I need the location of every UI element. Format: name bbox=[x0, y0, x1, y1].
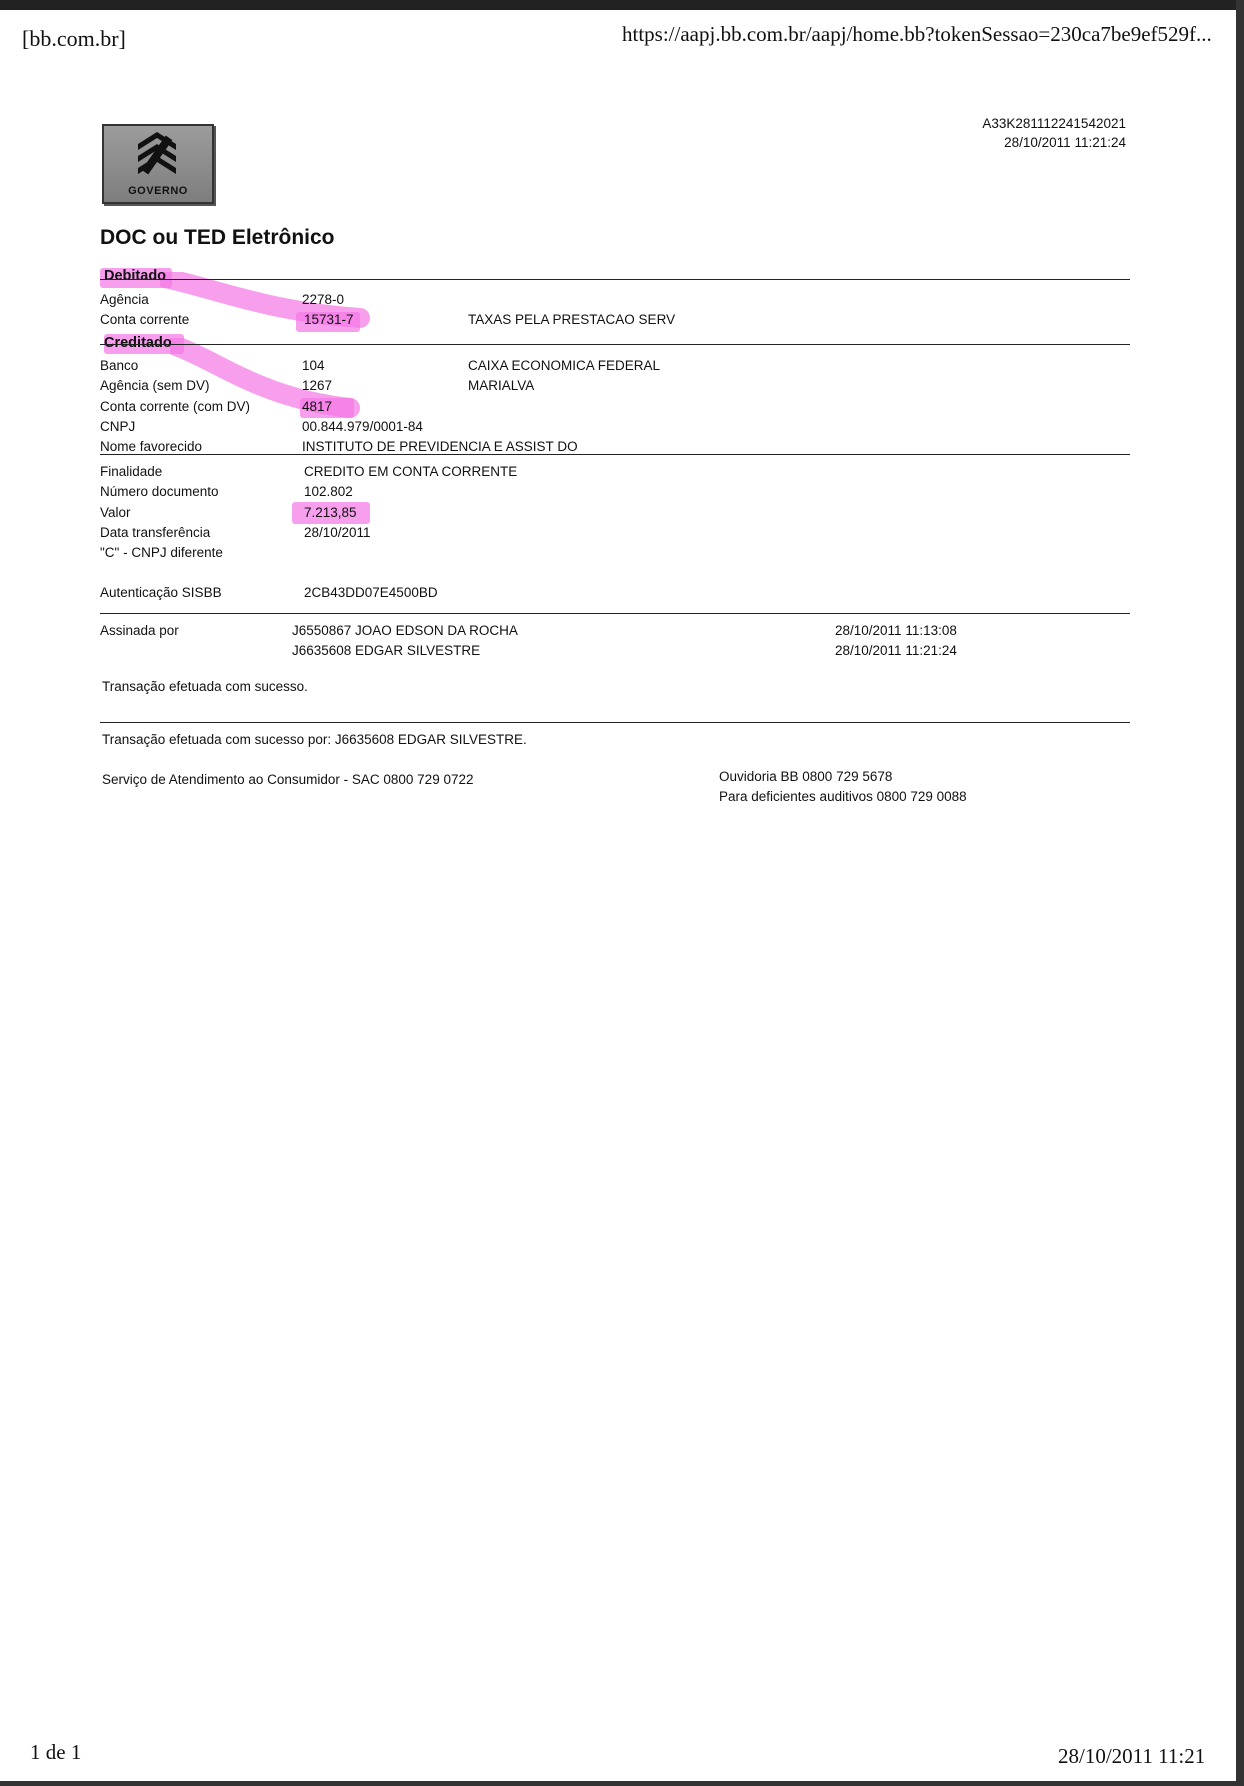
value: INSTITUTO DE PREVIDENCIA E ASSIST DO bbox=[302, 439, 578, 454]
value: 4817 bbox=[302, 399, 333, 414]
label: Autenticação SISBB bbox=[100, 585, 222, 600]
section-debitado: Debitado bbox=[104, 268, 167, 284]
value: CREDITO EM CONTA CORRENTE bbox=[304, 464, 518, 479]
description: TAXAS PELA PRESTACAO SERV bbox=[468, 312, 676, 327]
bank-logo bbox=[102, 124, 214, 204]
signer-name: J6635608 EDGAR SILVESTRE bbox=[292, 643, 481, 658]
description: MARIALVA bbox=[468, 378, 535, 393]
page-counter: 1 de 1 bbox=[30, 1740, 82, 1764]
value: 1267 bbox=[302, 378, 333, 393]
bb-logo-icon bbox=[132, 130, 182, 180]
scan-edge-bottom bbox=[0, 1781, 1244, 1786]
label: Banco bbox=[100, 358, 139, 373]
scan-edge-top bbox=[0, 0, 1244, 10]
logo-text: GOVERNO bbox=[128, 185, 188, 197]
value: 28/10/2011 bbox=[304, 525, 371, 540]
status-message: Transação efetuada com sucesso. bbox=[102, 679, 308, 694]
divider bbox=[100, 454, 1130, 455]
label: Nome favorecido bbox=[100, 439, 203, 454]
page-title: DOC ou TED Eletrônico bbox=[100, 226, 335, 249]
signer-name: J6550867 JOAO EDSON DA ROCHA bbox=[292, 623, 518, 638]
status-by: Transação efetuada com sucesso por: J6635608 EDGAR SILVESTRE. bbox=[102, 732, 527, 747]
label: Número documento bbox=[100, 484, 219, 499]
divider bbox=[100, 279, 1130, 280]
value: 102.802 bbox=[304, 484, 353, 499]
label: Data transferência bbox=[100, 525, 211, 540]
value: 7.213,85 bbox=[304, 505, 357, 520]
label: Agência bbox=[100, 292, 149, 307]
value: 104 bbox=[302, 358, 325, 373]
document-timestamp: 28/10/2011 11:21:24 bbox=[1004, 135, 1126, 150]
label: Agência (sem DV) bbox=[100, 378, 210, 393]
label: Finalidade bbox=[100, 464, 163, 479]
divider bbox=[100, 613, 1130, 614]
site-label: [bb.com.br] bbox=[22, 26, 126, 51]
divider bbox=[100, 722, 1130, 723]
scan-edge-right bbox=[1236, 0, 1244, 1786]
divider bbox=[100, 344, 1130, 345]
value: 00.844.979/0001-84 bbox=[302, 419, 423, 434]
value: 2CB43DD07E4500BD bbox=[304, 585, 438, 600]
label: CNPJ bbox=[100, 419, 136, 434]
sac-info: Serviço de Atendimento ao Consumidor - SAC 0800 729 0722 bbox=[102, 772, 474, 787]
document-code: A33K281112241542021 bbox=[982, 116, 1126, 131]
ouvidoria-info: Ouvidoria BB 0800 729 5678 bbox=[719, 769, 893, 784]
signer-datetime: 28/10/2011 11:21:24 bbox=[835, 643, 957, 658]
label: Conta corrente (com DV) bbox=[100, 399, 251, 414]
section-creditado: Creditado bbox=[104, 335, 172, 351]
signer-datetime: 28/10/2011 11:13:08 bbox=[835, 623, 957, 638]
deficientes-info: Para deficientes auditivos 0800 729 0088 bbox=[719, 789, 967, 804]
value: 2278-0 bbox=[302, 292, 345, 307]
label: Conta corrente bbox=[100, 312, 190, 327]
label: Valor bbox=[100, 505, 131, 520]
label: Assinada por bbox=[100, 623, 179, 638]
label: "C" - CNPJ diferente bbox=[100, 545, 223, 560]
print-datetime: 28/10/2011 11:21 bbox=[1058, 1744, 1206, 1768]
description: CAIXA ECONOMICA FEDERAL bbox=[468, 358, 661, 373]
page-url: https://aapj.bb.com.br/aapj/home.bb?tokenSessao=230ca7be9ef529f... bbox=[622, 22, 1212, 46]
value: 15731-7 bbox=[304, 312, 354, 327]
